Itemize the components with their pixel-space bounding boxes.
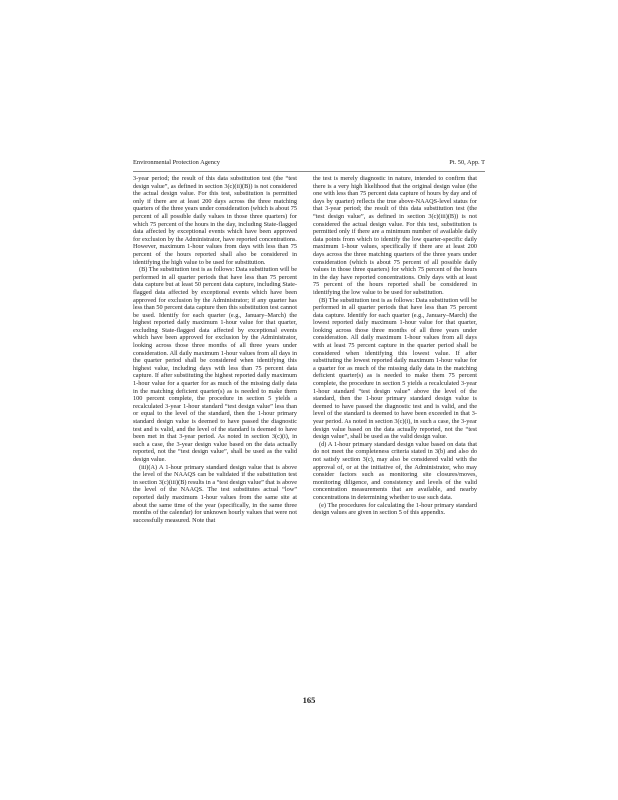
header-section: Pt. 50, App. T (449, 159, 485, 166)
paragraph: 3-year period; the result of this data substitution test (the “test design value”, as defined in section 3(c)(ii)(B)) is not considered the actual design value. For this test, substitution is permitted only if there are at least 200 days across the three matching quarters of the three years under consideration (which is about 75 percent of all possible daily values in those three quarters) for which 75 percent of the hours in the day, including State-flagged data affected by exceptional events which have been approved for exclusion by the Administrator, have reported concentrations. However, maximum 1-hour values from days with less than 75 percent of the hours reported shall also be considered in identifying the high value to be used for substitution. (133, 175, 297, 266)
right-column (313, 175, 477, 517)
paragraph: (d) A 1-hour primary standard design value based on data that do not meet the completeness criteria stated in 3(b) and also do not satisfy section 3(c), may also be considered valid with the approval of, or at the initiative of, the Administrator, who may consider factors such as monitoring site closures/moves, monitoring diligence, and consistency and levels of the valid concentration measurements that are available, and nearby concentrations in determining whether to use such data. (313, 440, 477, 501)
page-number: 165 (302, 695, 316, 705)
paragraph: the test is merely diagnostic in nature, intended to confirm that there is a very high likelihood that the original design value (the one with less than 75 percent data capture of hours by day and of days by quarter) reflects the true above-NAAQS-level status for that 3-year period; the result of this data substitution test (the “test design value”, as defined in section 3(c)(iii)(B)) is not considered the actual design value. For this test, substitution is permitted only if there are a minimum number of available daily data points from which to identify the low quarter-specific daily maximum 1-hour values, specifically if there are at least 200 days across the three matching quarters of the three years under consideration (which is about 75 percent of all possible daily values in those three quarters) for which 75 percent of the hours in the day have reported concentrations. Only days with at least 75 percent of the hours reported shall be considered in identifying the low value to be used for substitution. (313, 175, 477, 296)
running-header (133, 157, 485, 169)
left-column (133, 175, 297, 524)
header-agency: Environmental Protection Agency (133, 159, 220, 166)
paragraph: (iii)(A) A 1-hour primary standard design value that is above the level of the NAAQS can be validated if the substitution test in section 3(c)(iii)(B) results in a “test design value” that is above the level of the NAAQS. The test substitutes actual “low” reported daily maximum 1-hour values from the same site at about the same time of the year (specifically, in the same three months of the calendar) for unknown hourly values that were not successfully measured. Note that (133, 463, 298, 524)
paragraph: (e) The procedures for calculating the 1-hour primary standard design values are given in section 5 of this appendix. (313, 501, 477, 517)
paragraph: (B) The substitution test is as follows: Data substitution will be performed in all quarter periods that have less than 75 percent data capture. Identify for each quarter (e.g., January–March) the lowest reported daily maximum 1-hour value for that quarter, looking across those three months of all three years under consideration. All daily maximum 1-hour values from all days with at least 75 percent capture in the quarter period shall be considered when identifying this lowest value. If after substituting the lowest reported daily maximum 1-hour value for a quarter for as much of the missing daily data in the matching deficient quarter(s) as is needed to make them 75 percent complete, the procedure in section 5 yields a recalculated 3-year 1-hour standard “test design value” above the level of the standard, then the 1-hour primary standard design value is deemed to have passed the diagnostic test and is valid, and the level of the standard is deemed to have been exceeded in that 3-year period. As noted in section 3(c)(i), in such a case, the 3-year design value based on the data actually reported, not the “test design value”, shall be used as the valid design value. (313, 296, 477, 441)
paragraph: (B) The substitution test is as follows: Data substitution will be performed in all quarter periods that have less than 75 percent data capture but at least 50 percent data capture, including State-flagged data affected by exceptional events which have been approved for exclusion by the Administrator; if any quarter has less than 50 percent data capture then this substitution test cannot be used. Identify for each quarter (e.g., January–March) the highest reported daily maximum 1-hour value for that quarter, excluding State-flagged data affected by exceptional events which have been approved for exclusion by the Administrator, looking across those three months of all three years under consideration. All daily maximum 1-hour values from all days in the quarter period shall be considered when identifying this highest value, including days with less than 75 percent data capture. If after substituting the highest reported daily maximum 1-hour value for a quarter for as much of the missing daily data in the matching deficient quarter(s) as is needed to make them 100 percent complete, the procedure in section 5 yields a recalculated 3-year 1-hour standard “test design value” less than or equal to the level of the standard, then the 1-hour primary standard design value is deemed to have passed the diagnostic test and is valid, and the level of the standard is deemed to have been met in that 3-year period. As noted in section 3(c)(i), in such a case, the 3-year design value based on the data actually reported, not the “test design value”, shall be used as the valid design value. (133, 266, 297, 463)
header-rule (133, 171, 485, 172)
